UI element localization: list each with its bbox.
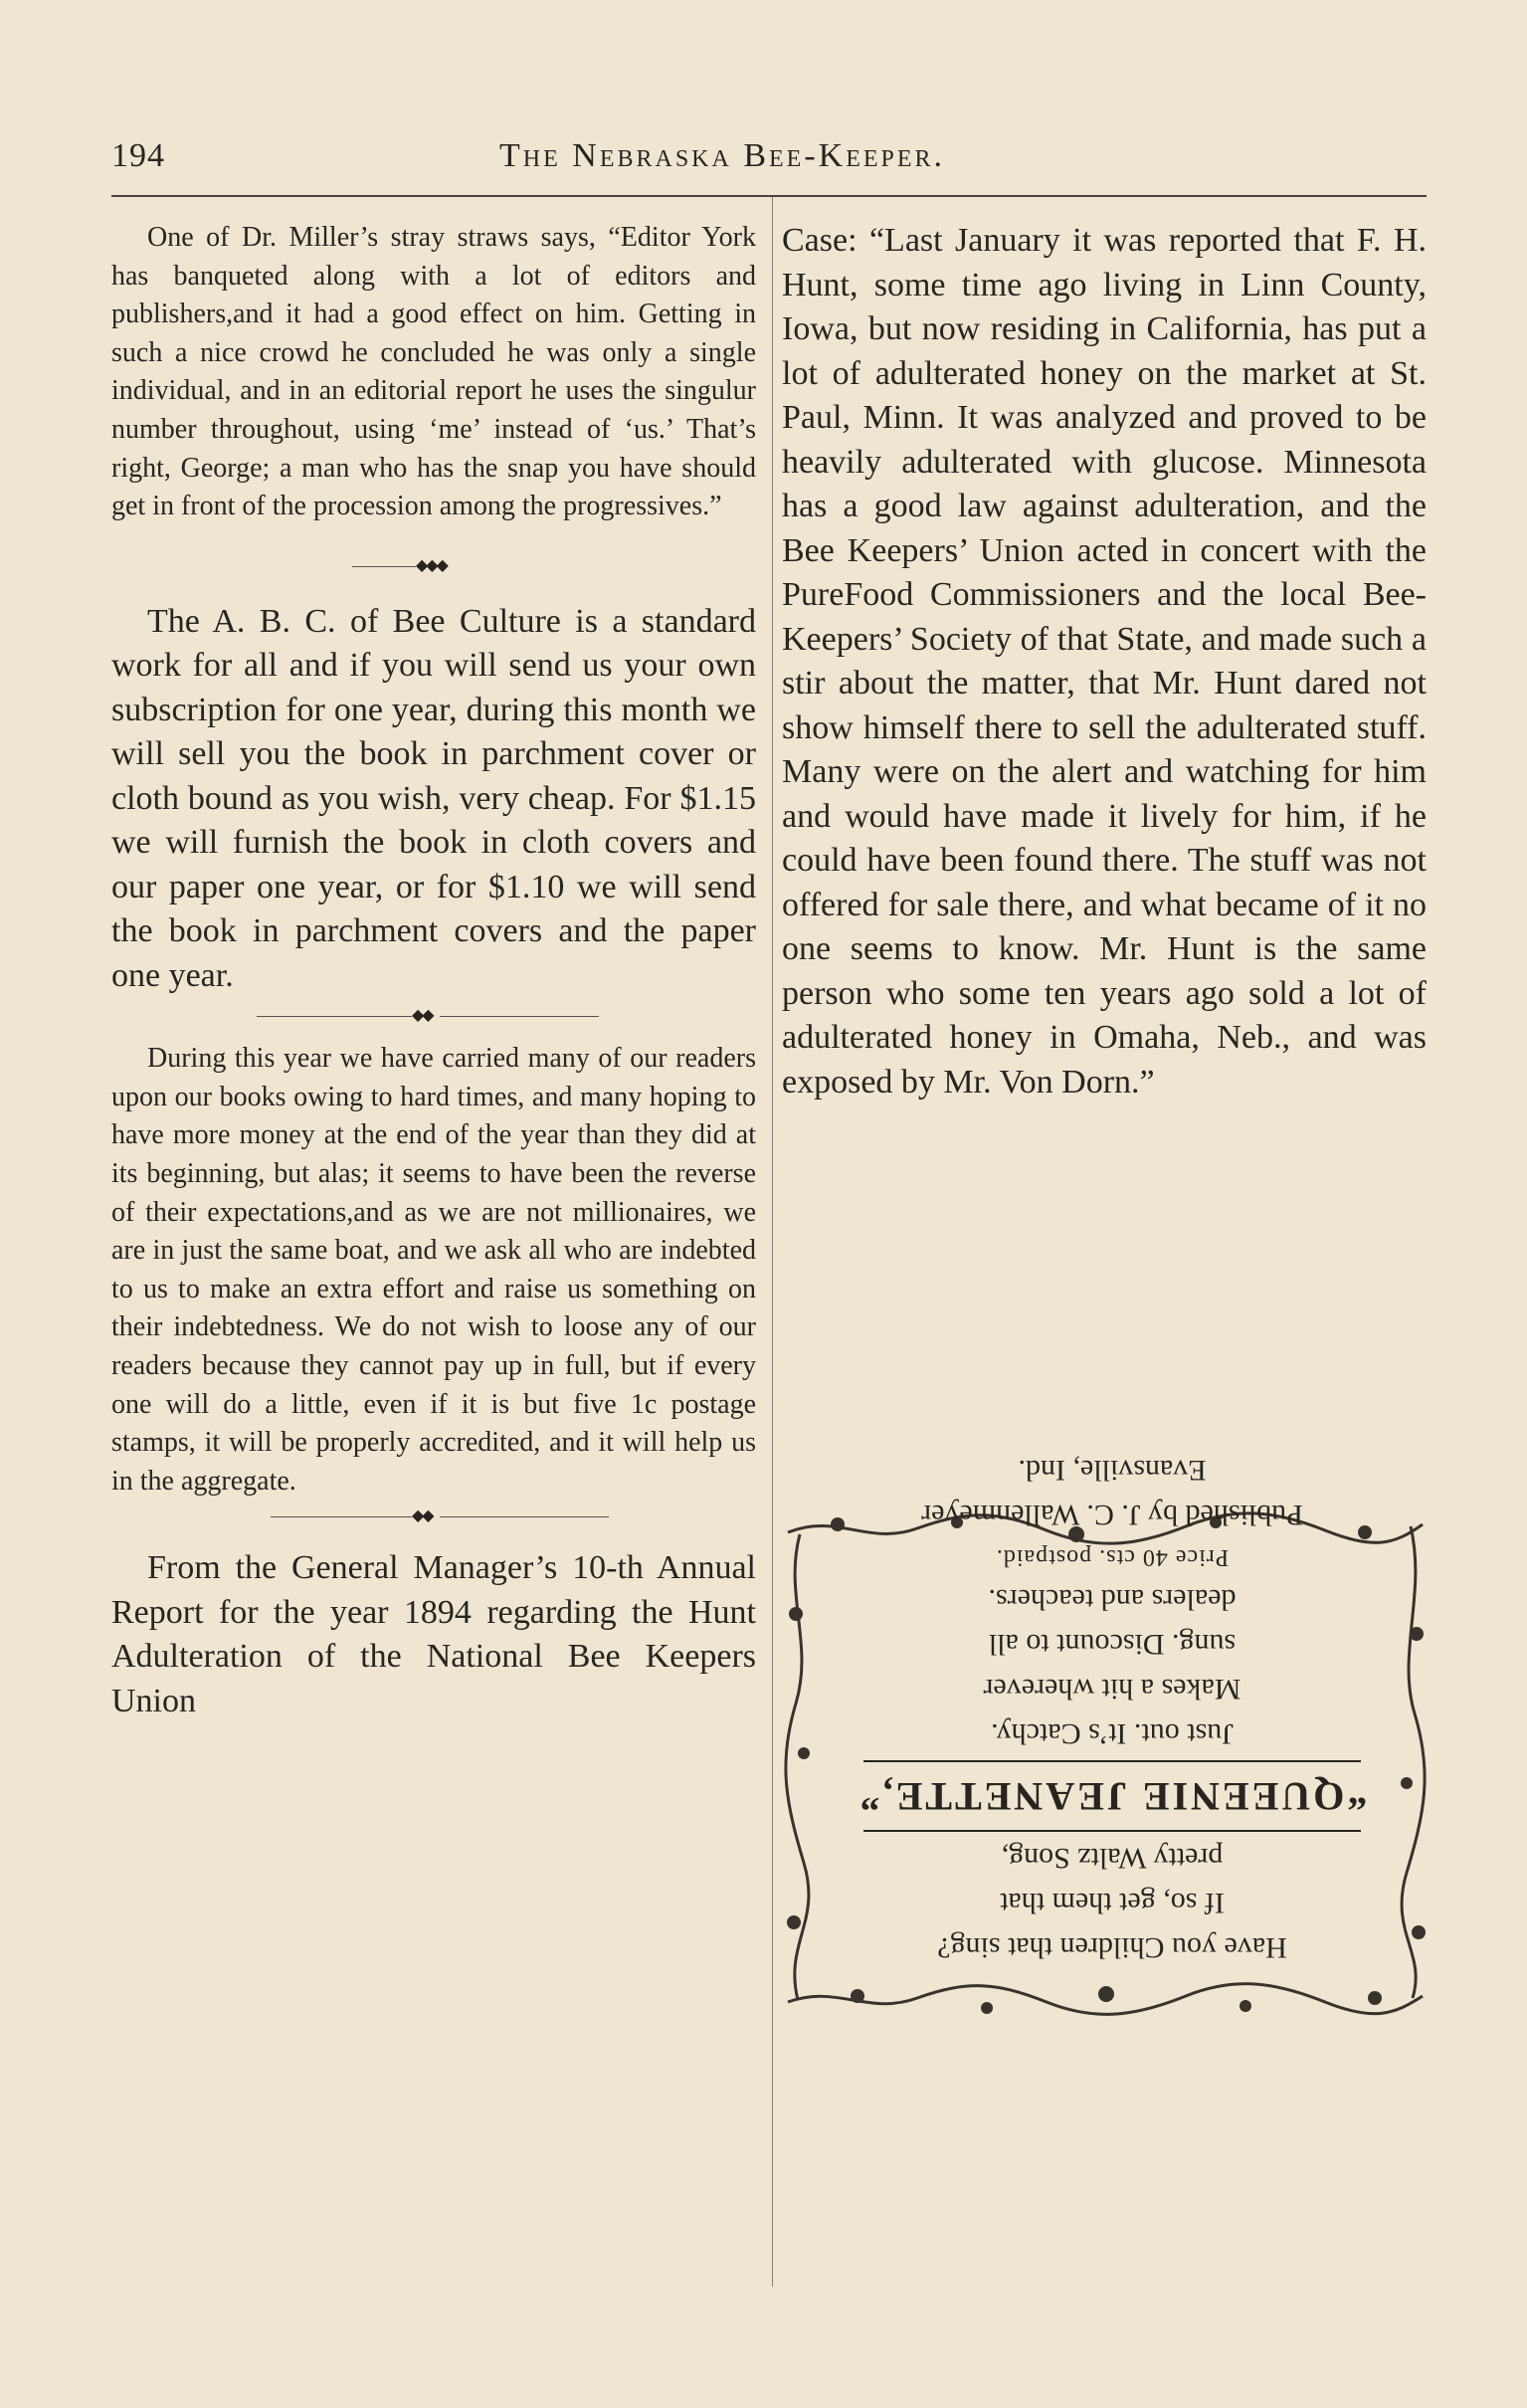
ad-verse-line: pretty Waltz Song,: [1001, 1842, 1224, 1875]
right-column: [782, 219, 1427, 1104]
header-rule: [111, 195, 1427, 197]
miller-stray-straw-paragraph: One of Dr. Miller’s stray straws says, “Editor York has banqueted along with a lot of editors and publishers,and it had a good effect on him. Getting in such a nice crowd he concluded he was only a single individual, and in an editorial report he uses the singulur number throughout, using ‘me’ instead of ‘us.’ That’s right, George; a man who has the snap you have should get in front of the procession among the progressives.”: [111, 222, 756, 522]
ad-price: Price 40 cts. postpaid.: [995, 1544, 1230, 1570]
upside-down-advertisement-text: [844, 1454, 1381, 1970]
left-column: [111, 219, 756, 1723]
abc-bee-culture-paragraph: The A. B. C. of Bee Culture is a standard work for all and if you will send us your own subscription for one year, during this month we will sell you the book in parchment cover or cloth bound as you wish, very cheap. For $1.15 we will furnish the book in cloth covers and our paper one year, or for $1.10 we will send the book in parchment covers and the paper one year.: [111, 602, 756, 994]
hunt-adulteration-case-paragraph: Case: “Last January it was reported that F. H. Hunt, some time ago living in Linn County, Iowa, but now residing in California, has put a lot of adulterated honey on the market at St. Paul, Minn. It was analyzed and proved to be heavily adulterated with glucose. Minnesota has a good law against adulteration, and the Bee Keepers’ Union acted in concert with the PureFood Commissioners and the local Bee-Keepers’ Society of that State, and made such a stir about the matter, that Mr. Hunt dared not show himself there to sell the adulterated stuff. Many were on the alert and watching for him and would have made it lively for him, if he could have been found there. The stuff was not offered for sale there, and what became of it no one seems to know. Mr. Hunt is the same person who some ten years ago sold a lot of adulterated honey in Omaha, Neb., and was exposed by Mr. Von Dorn.”: [782, 222, 1427, 1101]
ad-song-line: dealers and teachers.: [988, 1583, 1237, 1616]
section-separator: ◆◆: [111, 1503, 756, 1532]
section-separator: ◆◆◆: [111, 552, 756, 582]
hard-times-paragraph: During this year we have carried many of our readers upon our books owing to hard times, and many hoping to have more money at the end of the year than they did at its beginning, but alas; it seems to have been the reverse of their expectations,and as we are not millionaires, we are in just the same boat, and we ask all who are indebted to us to make an extra effort and raise us something on their indebtedness. We do not wish to loose any of our readers because they cannot pay up in full, but if every one will do a little, even if it is but five 1c postage stamps, it will be properly accredited, and it will help us in the aggregate.: [111, 1043, 756, 1497]
ad-song-line: Just out. It’s Catchy.: [991, 1717, 1234, 1750]
ad-verse-line: If so, get them that: [1000, 1887, 1225, 1919]
ad-song-line: sung. Discount to all: [988, 1628, 1237, 1661]
running-title: The Nebraska Bee-Keeper.: [499, 137, 946, 174]
ad-rule: [863, 1830, 1361, 1832]
page-header: [111, 137, 1425, 189]
ad-song-line: Makes a hit wherever: [983, 1673, 1241, 1706]
annual-report-paragraph: From the General Manager’s 10-th Annual Report for the year 1894 regarding the Hunt Adulteration of the National Bee Keepers Union: [111, 1549, 756, 1719]
ad-verse-line: Have you Children that sing?: [937, 1931, 1287, 1964]
ad-rule: [863, 1760, 1361, 1762]
column-divider: [772, 197, 773, 2287]
section-separator: ◆◆: [111, 1002, 756, 1032]
ad-place: Evansville, Ind.: [1018, 1454, 1207, 1487]
song-title: “QUEENIE JEANETTE,”: [857, 1774, 1368, 1819]
song-advertisement: [778, 1454, 1432, 2022]
ad-publisher: Published by J. C. Wallenmeyer: [921, 1499, 1303, 1531]
page-number: 194: [111, 137, 165, 174]
